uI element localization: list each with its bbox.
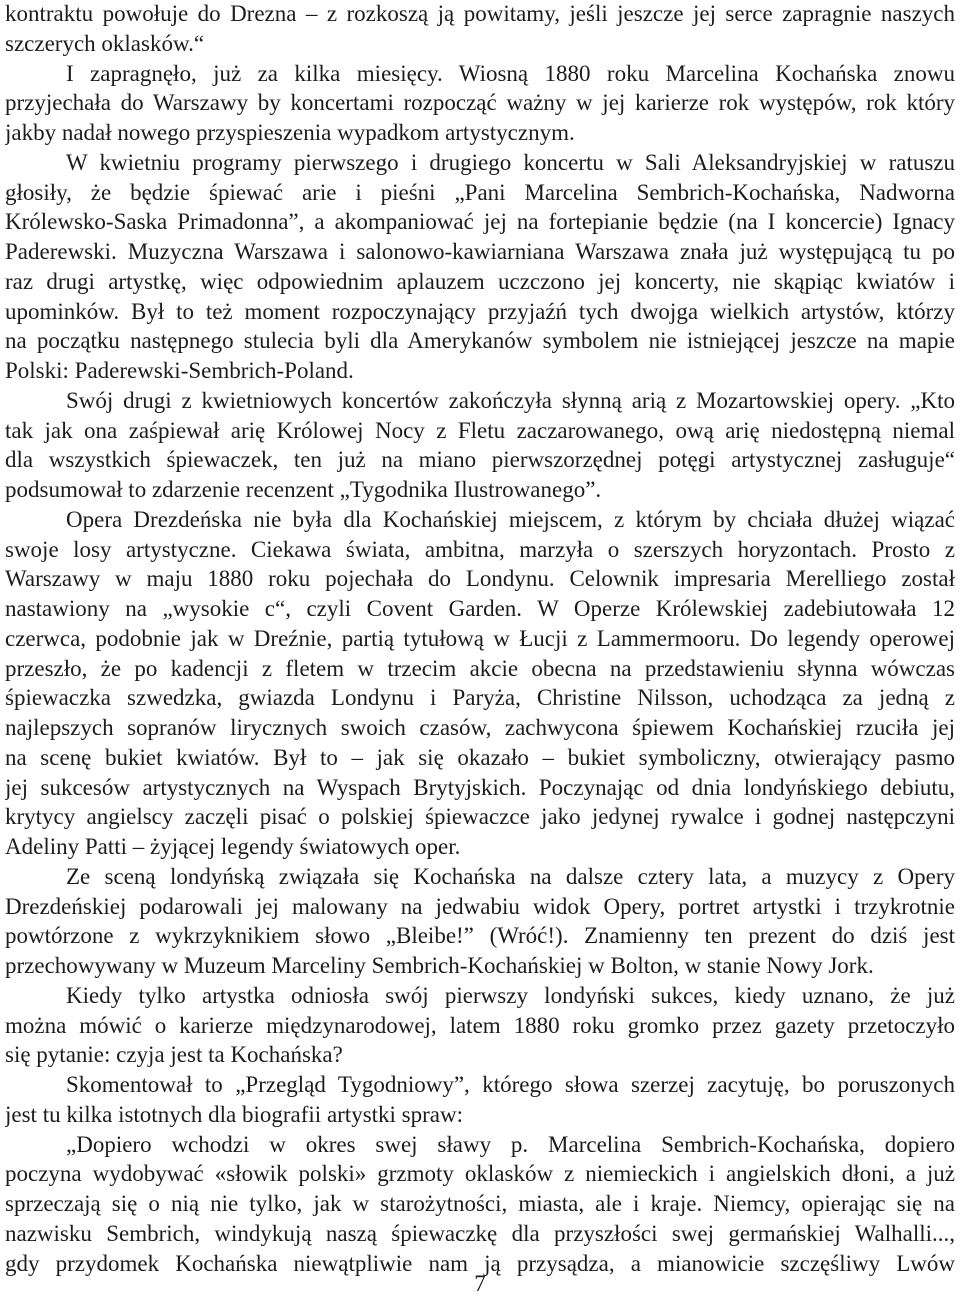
text-line: Opera Drezdeńska nie była dla Kochańskiej miejscem, z którym by chciała dłużej wiązać [66,506,955,532]
text-line: I zapragnęło, już za kilka miesięcy. Wiosną 1880 roku Marcelina Kochańska znowu [66,60,955,86]
text-line: powtórzone z wykrzyknikiem słowo „Bleibe!” (Wróć!). Znamienny ten prezent do dziś jest [5,923,955,949]
text-line: przyjechała do Warszawy by koncertami rozpocząć ważny w jej karierze rok występów, rok który [5,90,955,116]
text-line: się pytanie: czyja jest ta Kochańska? [5,1042,343,1068]
text-line: przeszło, że po kadencji z fletem w trzecim akcie obecna na przedstawieniu słynna wówczas [5,655,955,681]
paragraph [5,0,955,59]
text-line: poczyna wydobywać «słowik polski» grzmoty oklasków z niemieckich i angielskich dłoni, a już [5,1161,955,1187]
text-line: nastawiony na „wysokie c“, czyli Covent Garden. W Operze Królewskiej zadebiutowała 12 [5,596,955,621]
page-number: 7 [474,1271,486,1296]
text-line: Polski: Paderewski-Sembrich-Poland. [5,358,354,383]
text-line: W kwietniu programy pierwszego i drugiego koncertu w Sali Aleksandryjskiej w ratuszu [66,149,955,175]
text-line: szczerych oklasków.“ [5,30,205,56]
text-line: kontraktu powołuje do Drezna – z rozkoszą ją powitamy, jeśli jeszcze jej serce zapragnie naszych [5,1,955,26]
text-line: Skomentował to „Przegląd Tygodniowy”, którego słowa szerzej zacytuję, bo poruszonych [66,1072,955,1097]
text-line: Warszawy w maju 1880 roku pojechała do Londynu. Celownik impresaria Merelliego został [5,566,955,592]
paragraph [5,505,955,862]
text-line: można mówić o karierze międzynarodowej, latem 1880 roku gromko przez gazety przetoczyło [5,1012,955,1038]
text-line: Królewsko-Saska Primadonna”, a akompaniować jej na fortepianie będzie (na I koncercie) Ignacy [5,209,955,235]
text-line: jakby nadał nowego przyspieszenia wypadkom artystycznym. [5,120,575,145]
text-line: tak jak ona zaśpiewał arię Królowej Nocy z Fletu zaczarowanego, ową arię niedostępną niemal [5,417,955,443]
text-line: nazwisku Sembrich, windykują naszą śpiewaczkę dla przyszłości swej germańskiej Walhalli..., [5,1220,955,1246]
text-line: czerwca, podobnie jak w Dreźnie, partią tytułową w Łucji z Lammermooru. Do legendy operowej [5,625,955,651]
paragraph [5,148,955,386]
text-line: na początku następnego stulecia byli dla Amerykanów symbolem nie istniejącej jeszcze na mapie [5,328,955,354]
text-line: „Dopiero wchodzi w okres swej sławy p. Marcelina Sembrich-Kochańska, dopiero [66,1131,955,1157]
text-line: głosiły, że będzie śpiewać arie i pieśni „Pani Marcelina Sembrich-Kochańska, Nadworna [5,179,955,205]
text-line: śpiewaczka szwedzka, gwiazda Londynu i Paryża, Christine Nilsson, uchodząca za jedną z [5,685,955,711]
paragraph [5,1070,955,1130]
paragraph [5,1130,955,1279]
text-line: na scenę bukiet kwiatów. Był to – jak się okazało – bukiet symboliczny, otwierający pasmo [5,744,955,770]
text-line: Adeliny Patti – żyjącej legendy światowych oper. [5,834,461,859]
text-line: Ze sceną londyńską związała się Kochańska na dalsze cztery lata, a muzycy z Opery [66,863,955,889]
paragraph [5,59,955,148]
text-line: sprzeczają się o nią nie tylko, jak w starożytności, miasta, ale i kraje. Niemcy, opierając się na [5,1191,955,1216]
paragraph [5,981,955,1070]
text-line: jest tu kilka istotnych dla biografii artystki spraw: [5,1101,464,1127]
text-line: Drezdeńskiej podarowali jej malowany na jedwabiu widok Opery, portret artystki i trzykrotnie [5,893,955,919]
paragraph [5,862,955,981]
text-line: upominków. Był to też moment rozpoczynający przyjaźń tych dwojga wielkich artystów, którzy [5,298,955,324]
text-line: Paderewski. Muzyczna Warszawa i salonowo-kawiarniana Warszawa znała już występującą tu po [5,239,955,264]
text-line: dla wszystkich śpiewaczek, ten już na miano pierwszorzędnej potęgi artystycznej zasługuje“ [5,447,955,473]
text-line: podsumował to zdarzenie recenzent „Tygodnika Ilustrowanego”. [5,477,602,502]
text-line: Kiedy tylko artystka odniosła swój pierwszy londyński sukces, kiedy uznano, że już [66,982,955,1008]
text-line: przechowywany w Muzeum Marceliny Sembrich-Kochańskiej w Bolton, w stanie Nowy Jork. [5,953,874,978]
text-line: krytycy angielscy zaczęli pisać o polskiej śpiewaczce jako jedynej rywalce i godnej następczyni [5,804,955,830]
text-line: swoje losy artystyczne. Ciekawa świata, ambitna, marzyła o szerszych horyzontach. Prosto z [5,536,955,562]
text-line: Swój drugi z kwietniowych koncertów zakończyła słynną arią z Mozartowskiej opery. „Kto [66,387,955,413]
paragraph [5,386,955,505]
text-line: najlepszych sopranów lirycznych swoich czasów, zachwycona śpiewem Kochańskiej rzuciła jej [5,715,955,740]
text-line: jej sukcesów artystycznych na Wyspach Brytyjskich. Poczynając od dnia londyńskiego debiutu, [5,774,955,800]
text-line: gdy przydomek Kochańska niewątpliwie nam ją przysądza, a mianowicie szczęśliwy Lwów [5,1250,955,1276]
text-line: raz drugi artystkę, więc odpowiednim aplauzem uczczono jej koncerty, nie skąpiąc kwiatów i [5,268,955,294]
document-page [5,0,955,1278]
